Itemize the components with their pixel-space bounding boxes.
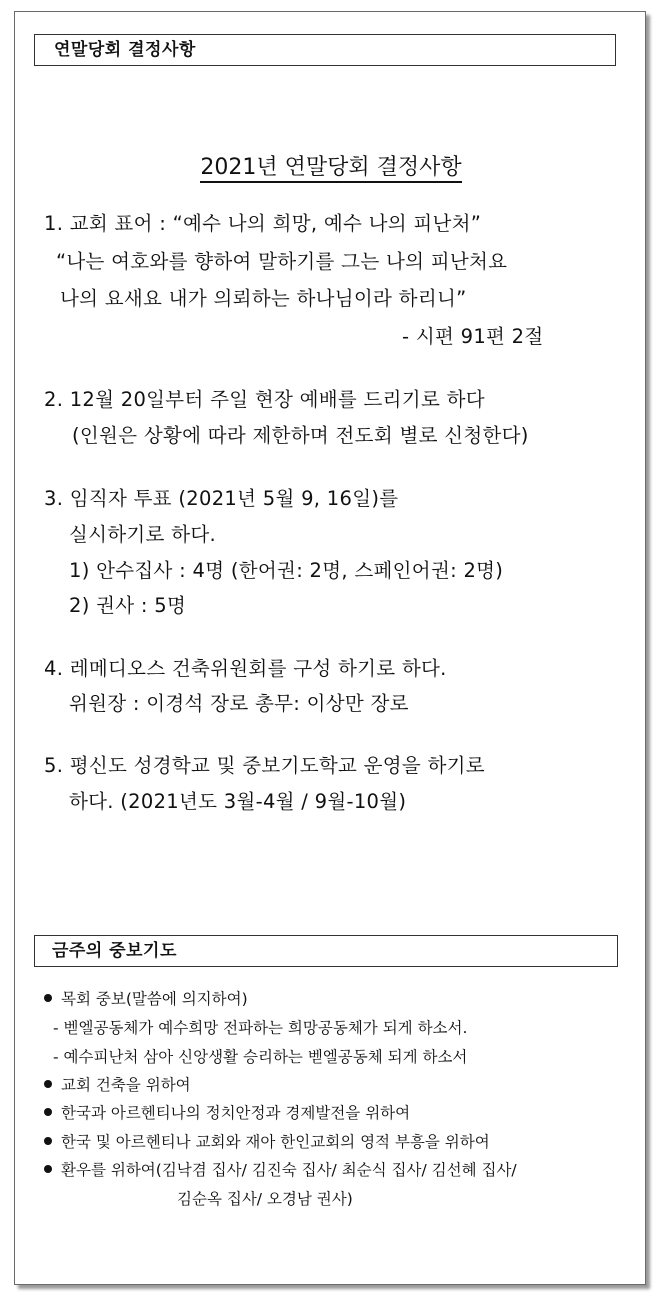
decision-4-line-1: 4. 레메디오스 건축위원회를 구성 하기로 하다. — [44, 657, 447, 680]
page-title — [15, 150, 647, 181]
decision-5-line-1: 5. 평신도 성경학교 및 중보기도학교 운영을 하기로 — [44, 754, 485, 777]
decision-3-line-2: 실시하기로 하다. — [69, 523, 216, 546]
decision-5-line-2: 하다. (2021년도 3월-4월 / 9월-10월) — [69, 790, 407, 813]
prayer-item-1 — [44, 987, 248, 1009]
bullet-icon — [44, 994, 52, 1002]
bullet-icon — [44, 1108, 52, 1116]
prayer-item-2 — [44, 1073, 191, 1095]
decision-2-line-1: 2. 12월 20일부터 주일 현장 예배를 드리기로 하다 — [44, 388, 485, 411]
prayer-item-5-continued: 김순옥 집사/ 오경남 권사) — [177, 1190, 353, 1208]
bullet-icon — [44, 1137, 52, 1145]
section-header-decisions: 연말당회 결정사항 — [34, 34, 616, 66]
prayer-item-3-text: 한국과 아르헨티나의 정치안정과 경제발전을 위하여 — [61, 1104, 411, 1122]
prayer-item-1-sub-2: - 예수피난처 삼아 신앙생활 승리하는 벧엘공동체 되게 하소서 — [53, 1048, 468, 1066]
prayer-item-1-text: 목회 중보(말씀에 의지하여) — [61, 990, 248, 1008]
decision-1-line-3: 나의 요새요 내가 의뢰하는 하나님이라 하리니” — [60, 287, 467, 310]
prayer-item-2-text: 교회 건축을 위하여 — [61, 1076, 191, 1094]
decision-1-line-4: - 시편 91편 2절 — [402, 325, 544, 348]
title-text: 2021년 연말당회 결정사항 — [200, 155, 461, 183]
prayer-item-4-text: 한국 및 아르헨티나 교회와 재아 한인교회의 영적 부흥을 위하여 — [61, 1133, 490, 1151]
bullet-icon — [44, 1080, 52, 1088]
decision-3-line-1: 3. 임직자 투표 (2021년 5월 9, 16일)를 — [44, 487, 399, 510]
prayer-item-5 — [44, 1158, 517, 1180]
bulletin-page — [14, 11, 646, 1285]
decision-2-line-2: (인원은 상황에 따라 제한하며 전도회 별로 신청한다) — [72, 424, 529, 447]
prayer-item-5-text: 환우를 위하여(김낙겸 집사/ 김진숙 집사/ 최순식 집사/ 김선혜 집사/ — [61, 1161, 517, 1179]
decision-1-line-1: 1. 교회 표어 : “예수 나의 희망, 예수 나의 피난처” — [44, 212, 482, 235]
prayer-item-1-sub-1: - 벧엘공동체가 예수희망 전파하는 희망공동체가 되게 하소서. — [53, 1019, 468, 1037]
section-header-prayer: 금주의 중보기도 — [34, 935, 618, 967]
prayer-item-3 — [44, 1101, 410, 1123]
decision-1-line-2: “나는 여호와를 향하여 말하기를 그는 나의 피난처요 — [56, 250, 508, 273]
decision-4-line-2: 위원장 : 이경석 장로 총무: 이상만 장로 — [69, 692, 409, 715]
decision-3-line-3: 1) 안수집사 : 4명 (한어권: 2명, 스페인어권: 2명) — [69, 559, 504, 582]
decision-3-line-4: 2) 권사 : 5명 — [69, 594, 187, 617]
prayer-item-4 — [44, 1130, 490, 1152]
bullet-icon — [44, 1165, 52, 1173]
